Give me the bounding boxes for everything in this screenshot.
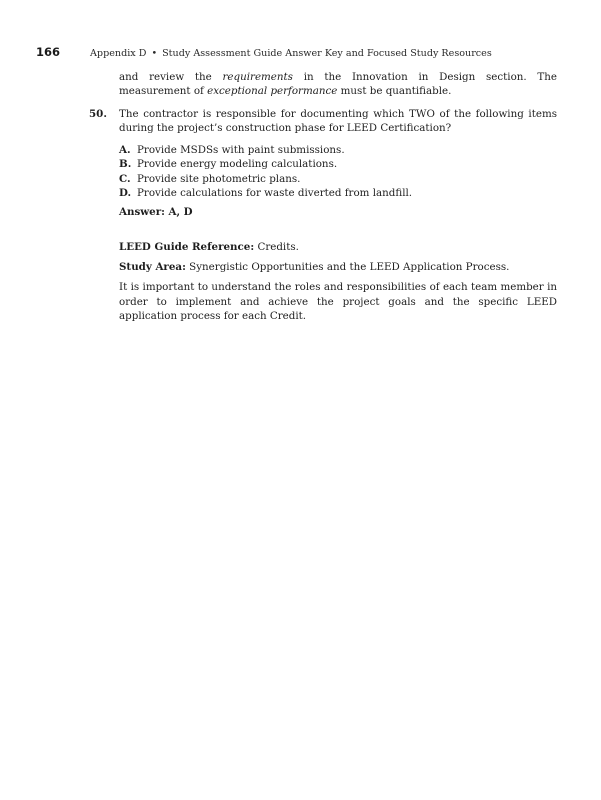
running-head-title [90,48,492,59]
running-header [36,45,561,59]
study-area-value [189,261,509,273]
study-area-label: Study Area: [119,260,186,273]
text-run: application process for each Credit. [119,309,307,322]
study-area [89,260,557,274]
option-letter: B. [119,158,132,171]
guide-reference [89,240,557,254]
option-text: Provide site photometric plans. [137,172,301,185]
text-run: must be quantifiable. [337,85,452,98]
emphasis-exceptional-performance: exceptional performance [207,85,338,98]
option-text: Provide energy modeling calculations. [137,158,338,171]
text-run: Application Process. [399,260,510,273]
option-b [119,157,557,171]
answer-options [89,143,557,200]
question-number: 50. [89,107,107,120]
section-title: Study Assessment Guide Answer Key and Focused Study Resources [162,48,492,59]
text-run: It is important to understand the roles and responsibilities of each team member in order to implement and achieve the project goals and the specific [119,281,557,308]
explanation-paragraph [89,280,557,323]
text-run: Synergistic Opportunities and the [189,260,370,273]
leed-term: LEED [346,121,378,134]
text-run: Certification? [377,121,452,134]
emphasis-requirements: requirements [222,71,293,83]
text-run: The contractor is responsible for documenting which TWO of the following items during the project’s construction phase for [119,107,557,134]
text-run: and review the [119,71,223,83]
option-letter: C. [119,172,131,185]
question-50 [89,107,557,136]
leed-term: LEED [526,295,557,308]
option-d [119,186,557,200]
appendix-label: Appendix D [90,48,147,59]
option-c [119,172,557,186]
option-letter: A. [119,144,131,157]
continuation-paragraph [89,70,557,99]
option-text: Provide calculations for waste diverted from landfill. [137,187,413,200]
text-run: in the Innovation in Design section. The measurement of [119,71,558,98]
page-body [89,70,557,323]
guide-reference-value: Credits. [257,240,299,253]
answer-key: Answer: A, D [119,206,193,219]
guide-reference-label: LEED Guide Reference: [119,240,255,253]
option-a [119,143,557,157]
option-text: Provide MSDSs with paint submissions. [137,144,345,157]
bullet-separator: • [151,48,158,59]
page-number: 166 [36,45,61,59]
leed-term: LEED [369,260,400,273]
question-text [119,107,557,136]
option-letter: D. [119,187,132,200]
